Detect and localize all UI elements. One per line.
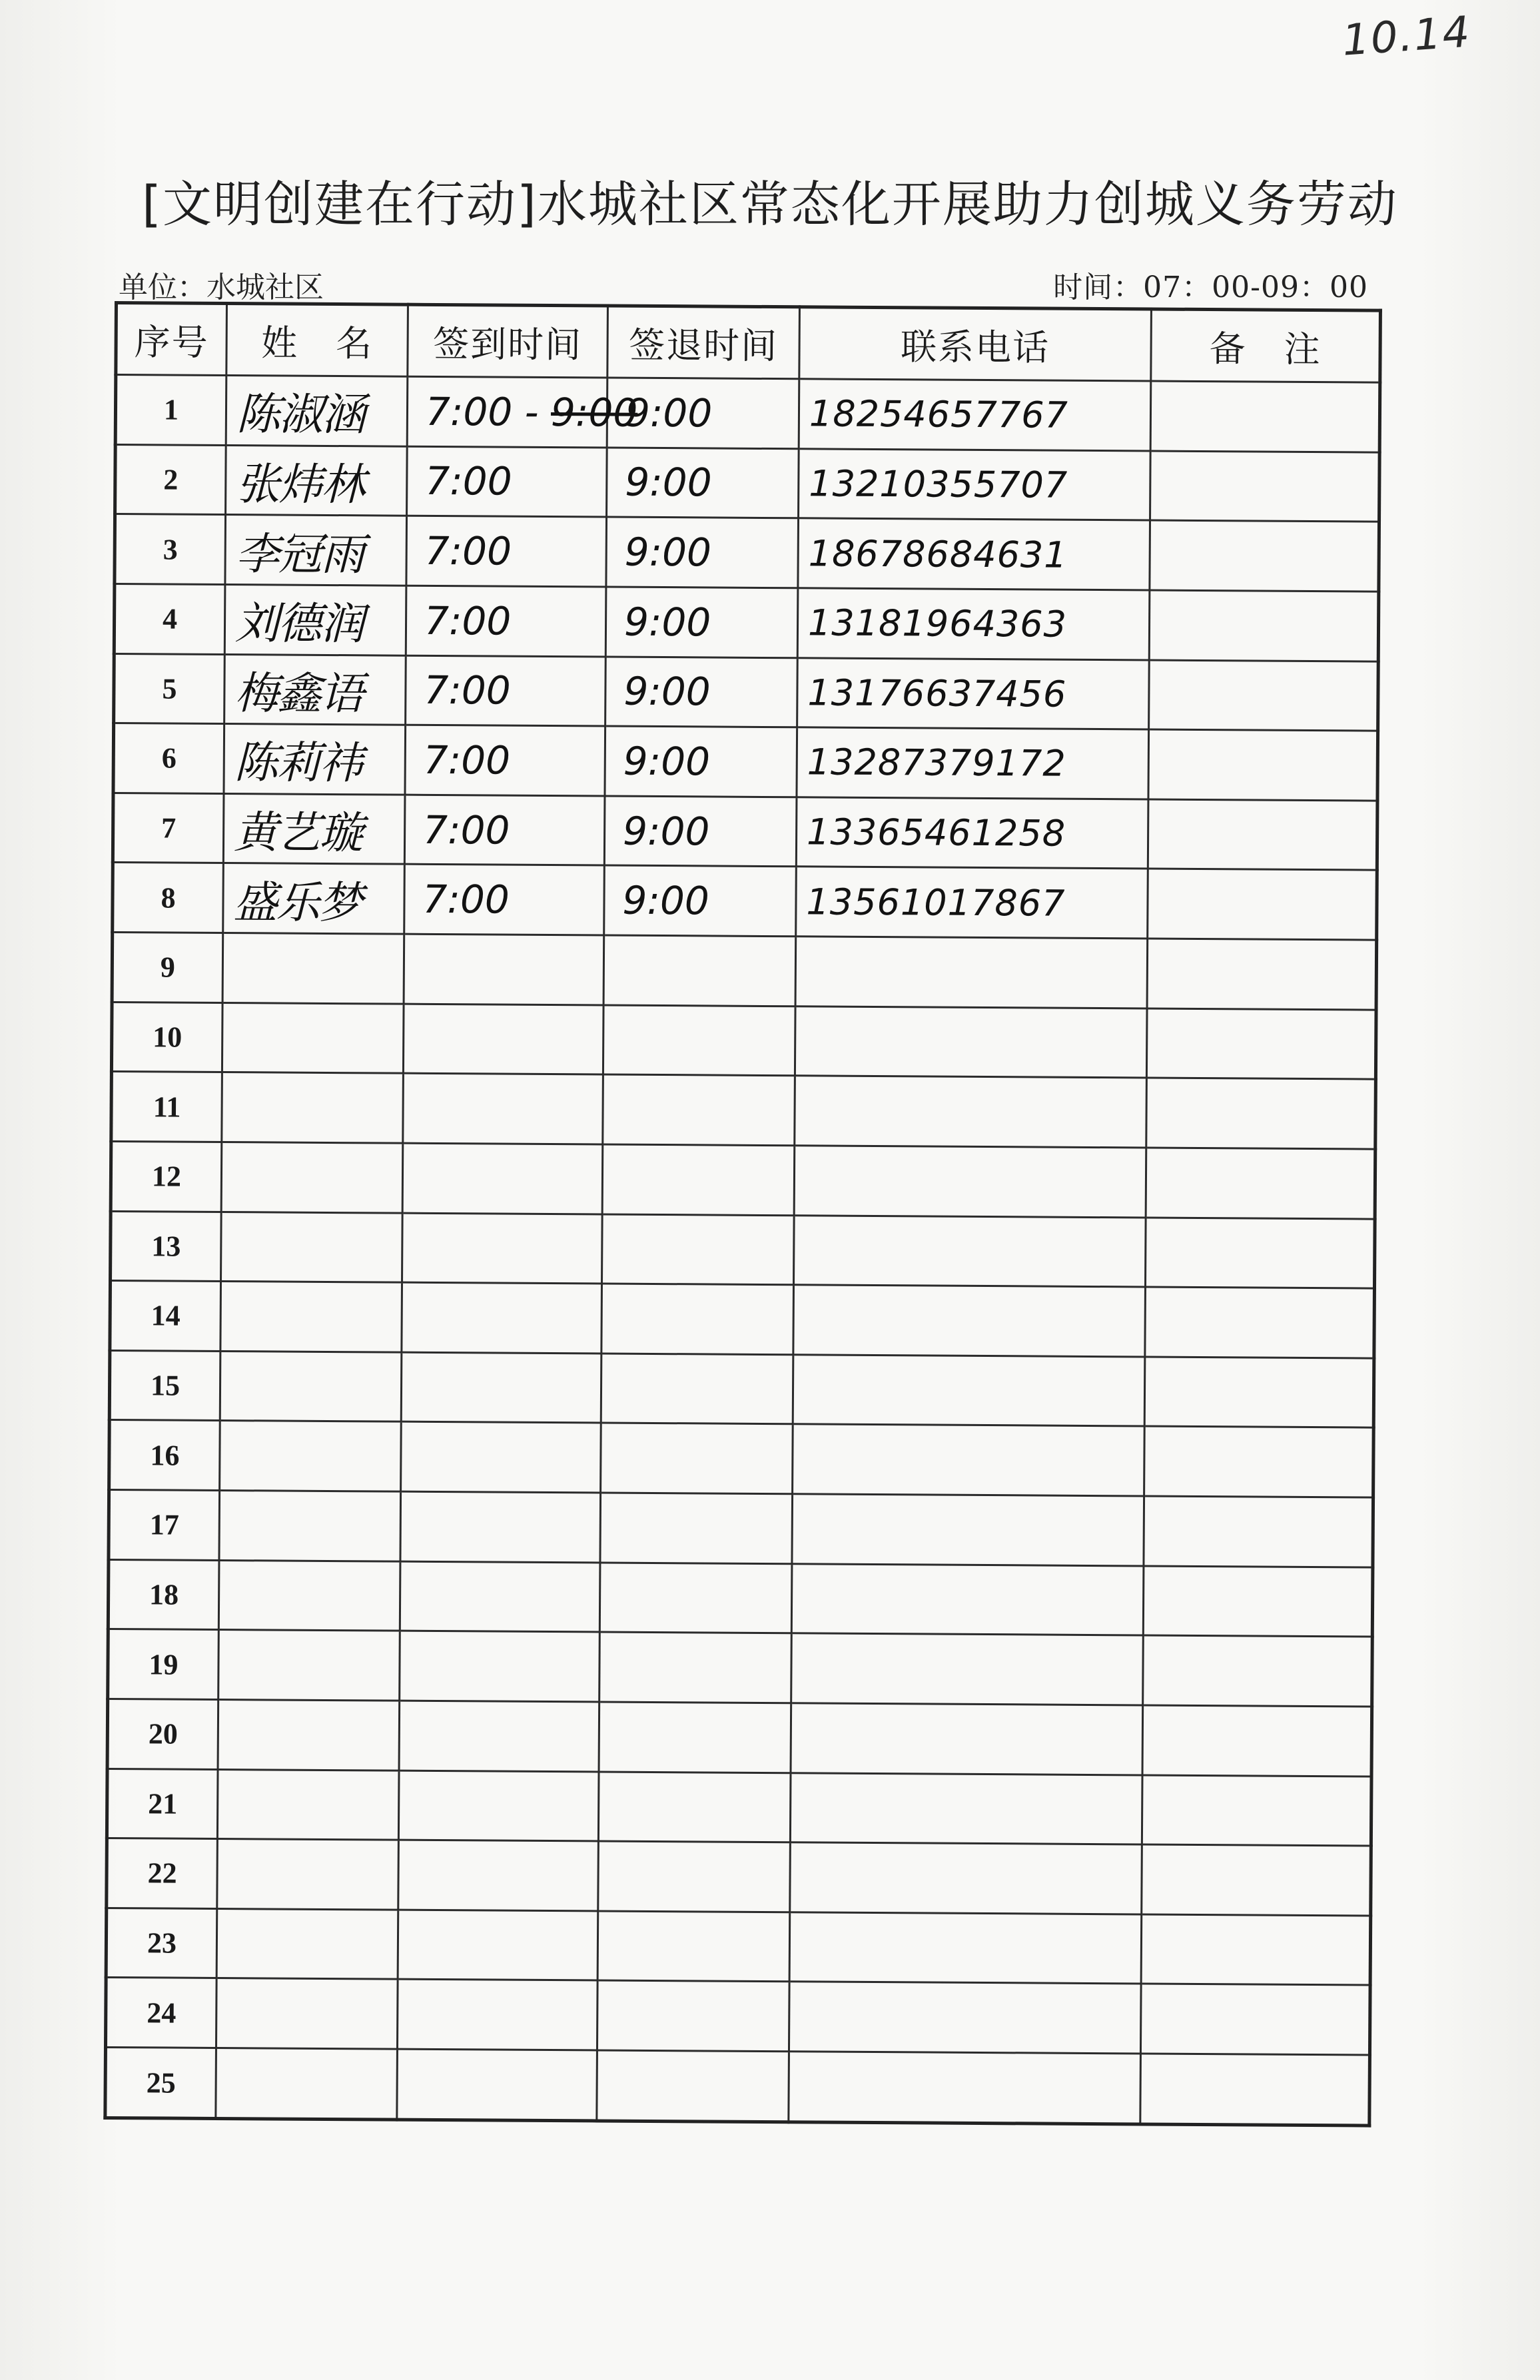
row-index xyxy=(111,1141,222,1212)
row-note xyxy=(1146,1078,1376,1149)
row-sign-in-time xyxy=(402,1213,603,1284)
row-index-text: 17 xyxy=(149,1508,179,1541)
table-row xyxy=(107,1838,1371,1916)
table-row xyxy=(109,1350,1374,1427)
table-row xyxy=(113,863,1377,940)
row-sign-in-time xyxy=(402,1143,603,1214)
row-note xyxy=(1147,939,1377,1010)
row-note xyxy=(1143,1635,1373,1707)
table-row xyxy=(115,375,1380,452)
row-sign-out-time xyxy=(603,1074,795,1145)
row-index-text: 3 xyxy=(163,533,178,566)
row-phone xyxy=(791,1633,1144,1705)
row-sign-in-time xyxy=(404,865,605,935)
row-sign-in-time xyxy=(401,1352,601,1423)
row-sign-in-time-text: 7:00 xyxy=(424,597,512,644)
row-sign-out-time-text: 9:00 xyxy=(622,877,709,924)
row-index-text: 18 xyxy=(149,1578,179,1611)
row-index-text: 9 xyxy=(160,951,176,984)
row-index xyxy=(106,1908,217,1978)
row-phone xyxy=(797,657,1150,729)
row-name-text: 张炜林 xyxy=(236,458,364,511)
row-sign-out-time xyxy=(597,2050,789,2122)
row-sign-in-time xyxy=(401,1422,601,1493)
row-index-text: 5 xyxy=(162,672,177,705)
table-row xyxy=(105,1978,1370,2055)
table-row xyxy=(106,1908,1371,1985)
table-row xyxy=(114,653,1379,731)
row-index xyxy=(105,1978,216,2048)
row-sign-out-time xyxy=(598,1771,791,1842)
row-sign-in-time xyxy=(402,1282,602,1353)
table-row xyxy=(111,1211,1375,1288)
row-phone xyxy=(790,1773,1142,1844)
row-phone-text: 18254657767 xyxy=(809,392,1069,437)
row-note xyxy=(1148,799,1377,871)
row-sign-in-time xyxy=(398,1771,599,1841)
row-sign-in-time xyxy=(406,655,606,726)
row-sign-in-time xyxy=(406,516,607,586)
header-index: 序号 xyxy=(116,303,227,376)
row-index-text: 11 xyxy=(153,1090,181,1124)
row-sign-in-time-text: 7:00 xyxy=(424,667,511,713)
row-phone xyxy=(796,797,1148,869)
row-sign-in-time-text: 7:00 xyxy=(425,458,512,505)
row-name xyxy=(218,1560,400,1631)
row-phone-text: 13561017867 xyxy=(806,881,1066,925)
row-index-text: 25 xyxy=(146,2066,176,2100)
row-sign-in-time xyxy=(400,1561,600,1632)
table-row xyxy=(113,723,1378,801)
row-index xyxy=(113,793,224,863)
row-note xyxy=(1142,1775,1371,1846)
table-row xyxy=(108,1629,1373,1707)
row-sign-out-time-text: 9:00 xyxy=(625,390,713,436)
row-sign-out-time xyxy=(604,796,797,867)
row-phone xyxy=(796,867,1148,939)
table-row xyxy=(107,1769,1371,1846)
row-sign-in-time xyxy=(407,376,638,447)
row-sign-in-time xyxy=(397,1980,597,2050)
row-name xyxy=(223,863,405,934)
row-sign-in-time xyxy=(404,934,604,1004)
row-name-text: 陈莉祎 xyxy=(234,737,363,789)
row-name xyxy=(224,724,406,795)
row-sign-in-time xyxy=(406,586,606,656)
row-sign-out-time xyxy=(605,726,797,797)
row-name xyxy=(216,2048,398,2120)
row-name xyxy=(225,515,407,586)
table-row xyxy=(105,2047,1370,2126)
row-name xyxy=(226,445,408,516)
row-sign-out-time xyxy=(600,1493,793,1563)
row-index xyxy=(115,514,226,585)
row-sign-out-time xyxy=(598,1841,791,1912)
row-index-text: 6 xyxy=(161,741,177,775)
row-sign-in-time xyxy=(404,795,605,865)
page-title: [文明创建在行动]水城社区常态化开展助力创城义务劳动 xyxy=(142,176,1398,233)
row-phone xyxy=(797,727,1149,799)
row-name xyxy=(219,1490,401,1561)
row-index xyxy=(110,1281,221,1352)
row-note xyxy=(1141,1914,1371,1986)
row-name-text: 梅鑫语 xyxy=(234,667,363,720)
row-index xyxy=(112,932,223,1002)
row-name xyxy=(222,933,404,1004)
row-note xyxy=(1150,451,1380,522)
row-phone xyxy=(799,448,1151,520)
row-note xyxy=(1142,1844,1371,1916)
row-sign-out-time xyxy=(602,1144,795,1215)
row-phone xyxy=(794,1146,1146,1218)
row-index-text: 21 xyxy=(148,1787,178,1820)
row-sign-out-time xyxy=(607,378,799,448)
row-name xyxy=(218,1630,400,1701)
row-name xyxy=(216,1908,398,1979)
row-phone xyxy=(791,1703,1143,1775)
time-range-label: 时间：07：00-09：00 xyxy=(1053,270,1368,304)
row-index xyxy=(115,444,226,515)
row-name-text: 盛乐梦 xyxy=(233,876,362,929)
row-index xyxy=(108,1559,219,1630)
row-sign-out-time xyxy=(597,1911,790,1982)
row-phone xyxy=(795,937,1148,1008)
row-phone xyxy=(789,1912,1142,1984)
row-name xyxy=(221,1212,403,1282)
row-phone xyxy=(799,379,1151,451)
row-sign-out-time-text: 9:00 xyxy=(622,808,710,855)
row-phone-text: 13176637456 xyxy=(807,671,1067,715)
row-index xyxy=(113,863,224,933)
row-phone xyxy=(793,1285,1146,1357)
row-phone-text: 13287379172 xyxy=(807,741,1066,785)
table-row xyxy=(115,444,1380,522)
row-note xyxy=(1148,729,1378,801)
row-name xyxy=(220,1351,402,1421)
row-index-text: 12 xyxy=(151,1160,182,1193)
row-sign-in-time xyxy=(403,1073,603,1144)
row-sign-out-time-text: 9:00 xyxy=(625,460,712,506)
row-sign-out-time xyxy=(601,1423,793,1493)
row-sign-in-time xyxy=(398,1840,599,1910)
table-row xyxy=(108,1559,1373,1637)
row-note xyxy=(1150,520,1379,592)
row-phone xyxy=(792,1494,1144,1566)
row-index xyxy=(114,653,225,724)
row-name xyxy=(226,376,408,446)
row-phone xyxy=(791,1563,1144,1635)
header-sign-out-time: 签退时间 xyxy=(607,306,800,379)
row-phone xyxy=(793,1215,1146,1287)
row-sign-in-time xyxy=(407,446,607,517)
row-name xyxy=(222,1002,404,1073)
table-row xyxy=(115,514,1379,592)
row-name xyxy=(220,1421,402,1491)
row-phone xyxy=(793,1355,1145,1427)
row-note xyxy=(1146,1148,1375,1219)
row-index xyxy=(113,723,224,794)
row-name-text: 李冠雨 xyxy=(235,528,364,580)
row-note xyxy=(1140,1984,1370,2055)
row-index-text: 10 xyxy=(153,1020,183,1054)
row-sign-out-time-text: 9:00 xyxy=(623,738,711,785)
row-index xyxy=(114,584,225,654)
row-name xyxy=(224,584,406,655)
row-index-text: 16 xyxy=(150,1439,180,1472)
row-index xyxy=(111,1072,222,1142)
row-index xyxy=(107,1769,218,1839)
row-index-text: 15 xyxy=(150,1369,181,1402)
table-header-row xyxy=(116,303,1381,383)
row-note xyxy=(1144,1357,1374,1428)
row-index xyxy=(115,375,226,446)
row-note xyxy=(1145,1217,1375,1288)
row-sign-out-time xyxy=(605,587,798,657)
row-phone-text: 13365461258 xyxy=(806,811,1066,855)
row-note xyxy=(1140,2054,1370,2126)
row-sign-in-time xyxy=(398,1910,598,1980)
row-phone xyxy=(793,1424,1145,1496)
row-note xyxy=(1146,1008,1376,1080)
row-index xyxy=(111,1211,222,1282)
table-row xyxy=(111,1002,1376,1079)
handwritten-date-note: 10.14 xyxy=(1340,7,1473,66)
row-name-text: 陈淑涵 xyxy=(236,388,365,441)
table-row xyxy=(111,1141,1375,1218)
row-index xyxy=(107,1838,218,1909)
row-phone-text: 13181964363 xyxy=(807,601,1068,645)
row-index-text: 7 xyxy=(161,811,177,845)
row-index-text: 14 xyxy=(151,1299,181,1333)
row-index xyxy=(108,1629,219,1700)
row-index xyxy=(109,1420,220,1491)
row-phone xyxy=(797,588,1150,660)
row-phone xyxy=(789,1982,1141,2054)
header-phone: 联系电话 xyxy=(799,307,1152,381)
table-row xyxy=(110,1281,1375,1358)
row-note xyxy=(1145,1287,1375,1358)
row-sign-in-time-text: 7:00 xyxy=(424,528,512,574)
row-index xyxy=(109,1489,220,1560)
row-sign-out-time-text: 9:00 xyxy=(623,599,711,645)
row-index-text: 13 xyxy=(151,1230,181,1263)
row-index-text: 22 xyxy=(147,1856,177,1890)
row-phone-text: 18678684631 xyxy=(808,532,1068,576)
row-index-text: 23 xyxy=(147,1926,177,1960)
row-index-text: 8 xyxy=(161,881,176,915)
row-index-text: 20 xyxy=(148,1717,179,1751)
row-sign-in-time xyxy=(400,1491,601,1562)
row-note xyxy=(1142,1705,1372,1777)
table-row xyxy=(109,1420,1374,1497)
row-phone xyxy=(790,1842,1142,1914)
row-name xyxy=(217,1839,399,1910)
row-sign-out-time xyxy=(597,1980,789,2051)
unit-label: 单位：水城社区 xyxy=(119,270,324,304)
row-sign-in-time-text: 7:00 xyxy=(425,388,513,435)
signin-table xyxy=(103,301,1382,2128)
row-index xyxy=(111,1002,222,1072)
row-name xyxy=(217,1769,399,1840)
row-index-text: 4 xyxy=(162,602,178,635)
row-sign-in-time xyxy=(397,2049,597,2121)
row-index xyxy=(107,1699,218,1769)
row-sign-in-time-text: 7:00 xyxy=(422,807,510,853)
row-sign-in-time xyxy=(405,725,605,795)
row-index-text: 19 xyxy=(149,1647,179,1681)
row-sign-in-time-text: 7:00 xyxy=(423,737,511,783)
row-index xyxy=(109,1350,220,1421)
row-note xyxy=(1150,381,1380,452)
table-row xyxy=(111,1072,1376,1149)
row-note xyxy=(1143,1566,1373,1637)
row-sign-out-time xyxy=(599,1632,792,1703)
row-name xyxy=(223,793,405,864)
sign-in-separator: - xyxy=(512,389,552,435)
row-name xyxy=(216,1978,398,2049)
row-sign-out-time xyxy=(601,1354,793,1424)
row-index xyxy=(105,2047,216,2118)
row-name xyxy=(224,654,406,725)
header-sign-in-time: 签到时间 xyxy=(408,304,608,378)
row-note xyxy=(1149,659,1379,731)
row-sign-out-time xyxy=(603,1005,795,1076)
row-name xyxy=(222,1072,404,1143)
row-name-text: 黄艺璇 xyxy=(233,807,362,859)
table-body xyxy=(105,375,1380,2126)
header-note: 备 注 xyxy=(1151,309,1381,382)
table-row xyxy=(114,584,1379,661)
row-sign-in-time-text: 7:00 xyxy=(422,877,510,923)
row-sign-out-time xyxy=(602,1214,795,1284)
row-note xyxy=(1144,1426,1374,1497)
row-index-text: 2 xyxy=(163,463,179,496)
row-sign-in-time xyxy=(400,1631,600,1701)
table-row xyxy=(113,793,1377,870)
row-sign-out-time xyxy=(599,1563,792,1633)
row-sign-out-time xyxy=(605,657,798,727)
row-name xyxy=(221,1142,403,1212)
header-name: 姓 名 xyxy=(226,304,408,377)
row-note xyxy=(1148,869,1377,940)
row-sign-out-time xyxy=(604,865,797,936)
row-phone xyxy=(795,1076,1147,1148)
row-sign-out-time-text: 9:00 xyxy=(624,529,712,576)
row-sign-out-time xyxy=(606,517,799,588)
row-phone xyxy=(795,1006,1147,1078)
row-note xyxy=(1149,590,1379,661)
row-sign-out-time-text: 9:00 xyxy=(623,668,711,715)
table-row xyxy=(109,1489,1373,1567)
row-sign-in-time xyxy=(403,1004,603,1074)
row-index-text: 24 xyxy=(147,1996,177,2030)
row-name xyxy=(218,1699,400,1770)
row-phone xyxy=(798,518,1150,590)
row-phone xyxy=(789,2052,1141,2124)
row-phone-text: 13210355707 xyxy=(809,462,1068,506)
row-note xyxy=(1144,1496,1373,1567)
row-sign-in-time xyxy=(399,1701,599,1771)
row-name-text: 刘德润 xyxy=(234,597,364,650)
row-sign-out-time xyxy=(607,448,799,518)
row-sign-out-time xyxy=(601,1284,794,1354)
row-name xyxy=(220,1282,402,1352)
row-sign-out-time xyxy=(603,935,796,1006)
struck-out-time-text: 9:00 xyxy=(550,389,638,436)
table-row xyxy=(107,1699,1372,1776)
row-sign-out-time xyxy=(599,1702,791,1773)
table-row xyxy=(112,932,1377,1009)
row-index-text: 1 xyxy=(163,393,179,426)
